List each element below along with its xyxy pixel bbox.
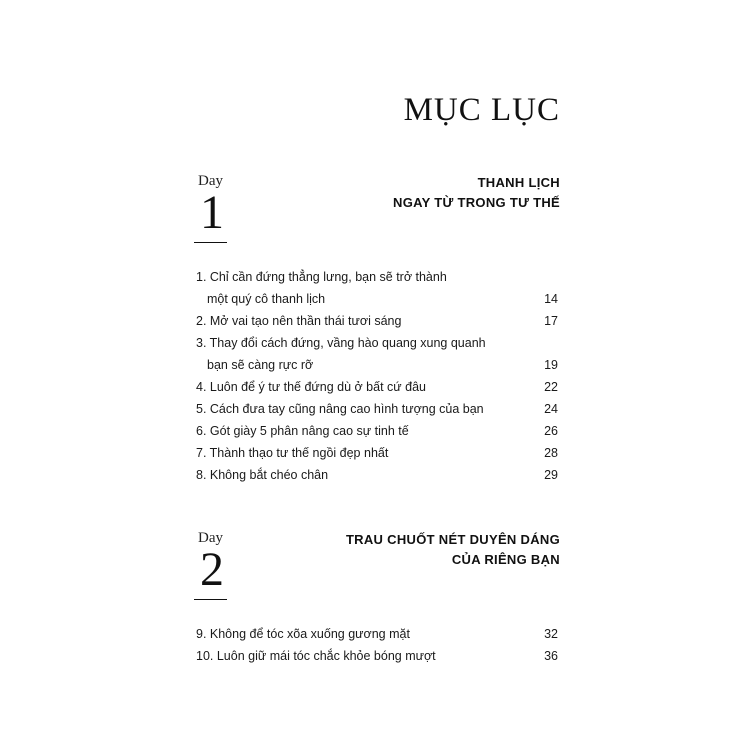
toc-page-number: 29 bbox=[544, 468, 558, 482]
section-title bbox=[346, 530, 560, 570]
toc-entry-3[interactable] bbox=[196, 332, 560, 376]
toc-entry-text-continued: một quý cô thanh lịch bbox=[207, 292, 326, 306]
section-header-day-2 bbox=[196, 530, 560, 610]
toc-entry-6[interactable] bbox=[196, 420, 560, 442]
toc-entry-text: 3. Thay đổi cách đứng, vầng hào quang xung quanh bbox=[196, 336, 486, 350]
toc-entry-9[interactable] bbox=[196, 623, 560, 645]
toc-entry-2[interactable] bbox=[196, 310, 560, 332]
toc-page-number: 22 bbox=[544, 380, 558, 394]
day-label: Day bbox=[198, 173, 223, 189]
toc-entry-text: 4. Luôn để ý tư thế đứng dù ở bất cứ đâu bbox=[196, 380, 426, 394]
page-title: MỤC LỤC bbox=[403, 92, 560, 128]
toc-page-number: 24 bbox=[544, 402, 558, 416]
day-underline bbox=[194, 242, 227, 243]
day-number: 1 bbox=[200, 186, 224, 239]
toc-entry-text: 6. Gót giày 5 phân nâng cao sự tinh tế bbox=[196, 424, 409, 438]
section-title-line-1: THANH LỊCH bbox=[477, 175, 560, 190]
day-label: Day bbox=[198, 530, 223, 546]
toc-entry-text: 7. Thành thạo tư thế ngồi đẹp nhất bbox=[196, 446, 389, 460]
toc-entry-8[interactable] bbox=[196, 464, 560, 486]
toc-entry-text: 8. Không bắt chéo chân bbox=[196, 468, 329, 482]
toc-page-number: 32 bbox=[544, 627, 558, 641]
section-title-line-1: TRAU CHUỐT NÉT DUYÊN DÁNG bbox=[345, 532, 560, 547]
toc-page-number: 28 bbox=[544, 446, 558, 460]
toc-entry-10[interactable] bbox=[196, 645, 560, 667]
toc-page-number: 26 bbox=[544, 424, 558, 438]
day-underline bbox=[194, 599, 227, 600]
toc-entry-7[interactable] bbox=[196, 442, 560, 464]
section-title-line-2: CỦA RIÊNG BẠN bbox=[451, 552, 560, 567]
toc-entry-5[interactable] bbox=[196, 398, 560, 420]
toc-entry-text-continued: bạn sẽ càng rực rỡ bbox=[207, 358, 314, 372]
toc-page-number: 17 bbox=[544, 314, 558, 328]
toc-entry-4[interactable] bbox=[196, 376, 560, 398]
toc-entry-text: 2. Mở vai tạo nên thần thái tươi sáng bbox=[196, 314, 402, 328]
toc-page-number: 19 bbox=[544, 358, 558, 372]
toc-list-day-1 bbox=[196, 266, 560, 486]
toc-entry-text: 9. Không để tóc xõa xuống gương mặt bbox=[196, 627, 410, 641]
section-title bbox=[393, 173, 560, 213]
toc-entry-text: 10. Luôn giữ mái tóc chắc khỏe bóng mượt bbox=[196, 649, 436, 663]
toc-page-number: 14 bbox=[544, 292, 558, 306]
toc-list-day-2 bbox=[196, 623, 560, 667]
toc-entry-1[interactable] bbox=[196, 266, 560, 310]
section-title-line-2: NGAY TỪ TRONG TƯ THẾ bbox=[393, 195, 560, 210]
toc-entry-text: 1. Chỉ cần đứng thẳng lưng, bạn sẽ trở thành bbox=[196, 270, 447, 284]
toc-page-number: 36 bbox=[544, 649, 558, 663]
day-number: 2 bbox=[200, 543, 224, 596]
toc-entry-text: 5. Cách đưa tay cũng nâng cao hình tượng của bạn bbox=[196, 402, 484, 416]
section-header-day-1 bbox=[196, 173, 560, 253]
